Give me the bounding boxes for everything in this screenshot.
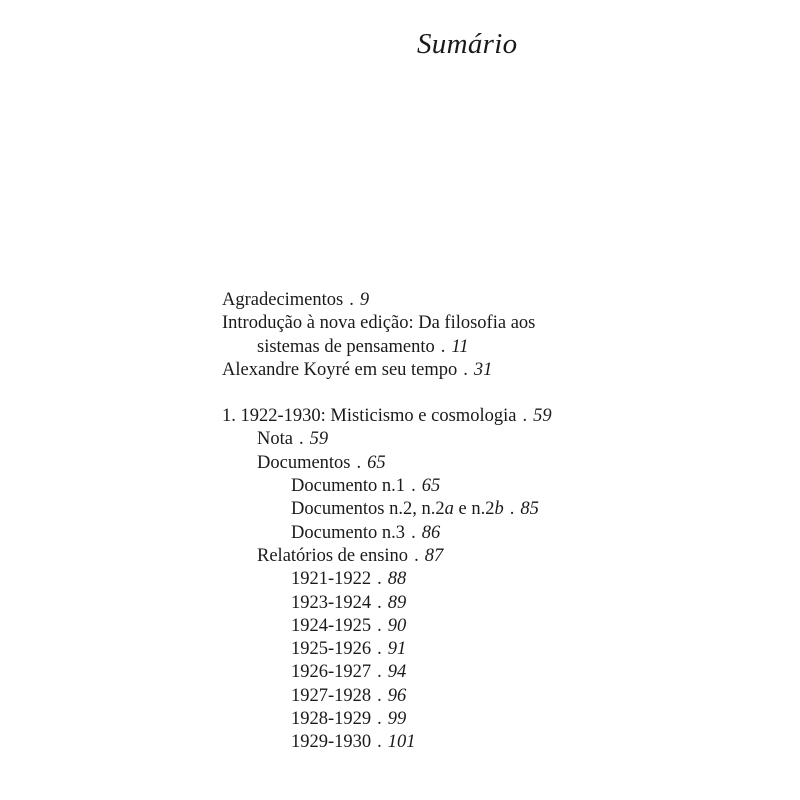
toc-separator: . bbox=[377, 639, 382, 660]
toc-separator: . bbox=[377, 569, 382, 590]
toc-page-number: 96 bbox=[387, 685, 407, 706]
toc-entry-title: sistemas de pensamento bbox=[257, 336, 435, 357]
toc-entry-continuation bbox=[222, 336, 782, 359]
toc-entry bbox=[222, 359, 782, 382]
toc-page-number: 65 bbox=[421, 476, 441, 497]
toc-entry bbox=[222, 615, 782, 638]
toc-entry-title: 1927-1928 bbox=[291, 685, 372, 706]
toc-page-number: 89 bbox=[387, 592, 407, 613]
toc-separator: . bbox=[411, 522, 416, 543]
toc-entry bbox=[222, 638, 782, 661]
toc-page-number: 91 bbox=[387, 639, 407, 660]
toc-separator: . bbox=[411, 476, 416, 497]
toc-entry bbox=[222, 731, 782, 754]
toc-entry bbox=[222, 708, 782, 731]
toc-entry bbox=[222, 661, 782, 684]
toc-page-number: 87 bbox=[424, 545, 444, 566]
toc-page-number: 65 bbox=[367, 452, 386, 473]
toc-entry-title-part: b bbox=[494, 499, 504, 520]
toc-page-number: 9 bbox=[359, 290, 370, 310]
toc-entry-title: 1. 1922-1930: Misticismo e cosmologia bbox=[222, 406, 517, 427]
toc-separator: . bbox=[377, 662, 382, 683]
toc-entry-title: Introdução à nova edição: Da filosofia aos bbox=[222, 313, 536, 334]
toc-separator: . bbox=[349, 290, 354, 310]
toc-entry-title: Documento n.1 bbox=[291, 476, 406, 497]
toc-page-number: 59 bbox=[309, 429, 329, 450]
toc-entry-title: 1921-1922 bbox=[291, 569, 372, 590]
section-gap bbox=[222, 382, 782, 405]
toc-chapter bbox=[222, 405, 782, 428]
toc-entry-title: Nota bbox=[257, 429, 293, 450]
toc-entry-title-part: a bbox=[444, 499, 454, 520]
toc-page-number: 59 bbox=[533, 406, 552, 427]
toc-entry bbox=[222, 452, 782, 475]
toc-separator: . bbox=[377, 709, 382, 730]
toc-page-number: 88 bbox=[387, 569, 407, 590]
toc-entry-title: 1928-1929 bbox=[291, 709, 372, 730]
page-title: Sumário bbox=[417, 28, 518, 60]
toc-entry-title: Documento n.3 bbox=[291, 522, 406, 543]
toc-entry-title: 1929-1930 bbox=[291, 732, 372, 753]
toc-entry bbox=[222, 312, 782, 335]
toc-entry-title: Relatórios de ensino bbox=[257, 545, 409, 566]
toc-entry bbox=[222, 545, 782, 568]
toc-entry bbox=[222, 522, 782, 545]
toc-separator: . bbox=[509, 499, 515, 520]
toc-page-number: 101 bbox=[387, 732, 416, 753]
toc-page-number: 99 bbox=[387, 709, 407, 730]
toc-entry-title: Documentos bbox=[257, 452, 351, 473]
table-of-contents bbox=[222, 289, 782, 755]
toc-separator: . bbox=[377, 615, 382, 636]
toc-separator: . bbox=[522, 406, 528, 427]
toc-separator: . bbox=[377, 592, 382, 613]
toc-entry-title: 1924-1925 bbox=[291, 615, 372, 636]
toc-entry bbox=[222, 498, 782, 521]
toc-entry bbox=[222, 475, 782, 498]
toc-entry-title: 1926-1927 bbox=[291, 662, 372, 683]
toc-entry-title: Agradecimentos bbox=[222, 290, 344, 310]
toc-entry-title-part: e n.2 bbox=[453, 499, 495, 520]
toc-separator: . bbox=[356, 452, 362, 473]
toc-page-number: 90 bbox=[387, 615, 407, 636]
toc-entry-title: 1923-1924 bbox=[291, 592, 372, 613]
toc-page-number: 11 bbox=[451, 336, 469, 357]
toc-page-number: 86 bbox=[421, 522, 441, 543]
toc-entry bbox=[222, 428, 782, 451]
toc-separator: . bbox=[463, 359, 468, 380]
toc-entry-title: 1925-1926 bbox=[291, 639, 372, 660]
toc-entry bbox=[222, 568, 782, 591]
toc-separator: . bbox=[377, 685, 382, 706]
toc-entry bbox=[222, 289, 782, 312]
toc-page-number: 85 bbox=[520, 499, 539, 520]
toc-entry bbox=[222, 685, 782, 708]
toc-entry bbox=[222, 592, 782, 615]
toc-page-number: 31 bbox=[473, 359, 493, 380]
toc-page-number: 94 bbox=[387, 662, 407, 683]
toc-separator: . bbox=[377, 732, 382, 753]
toc-entry-title: Alexandre Koyré em seu tempo bbox=[222, 359, 458, 380]
toc-separator: . bbox=[414, 545, 419, 566]
toc-separator: . bbox=[298, 429, 304, 450]
toc-entry-title-part: Documentos n.2, n.2 bbox=[291, 499, 445, 520]
toc-separator: . bbox=[440, 336, 446, 357]
